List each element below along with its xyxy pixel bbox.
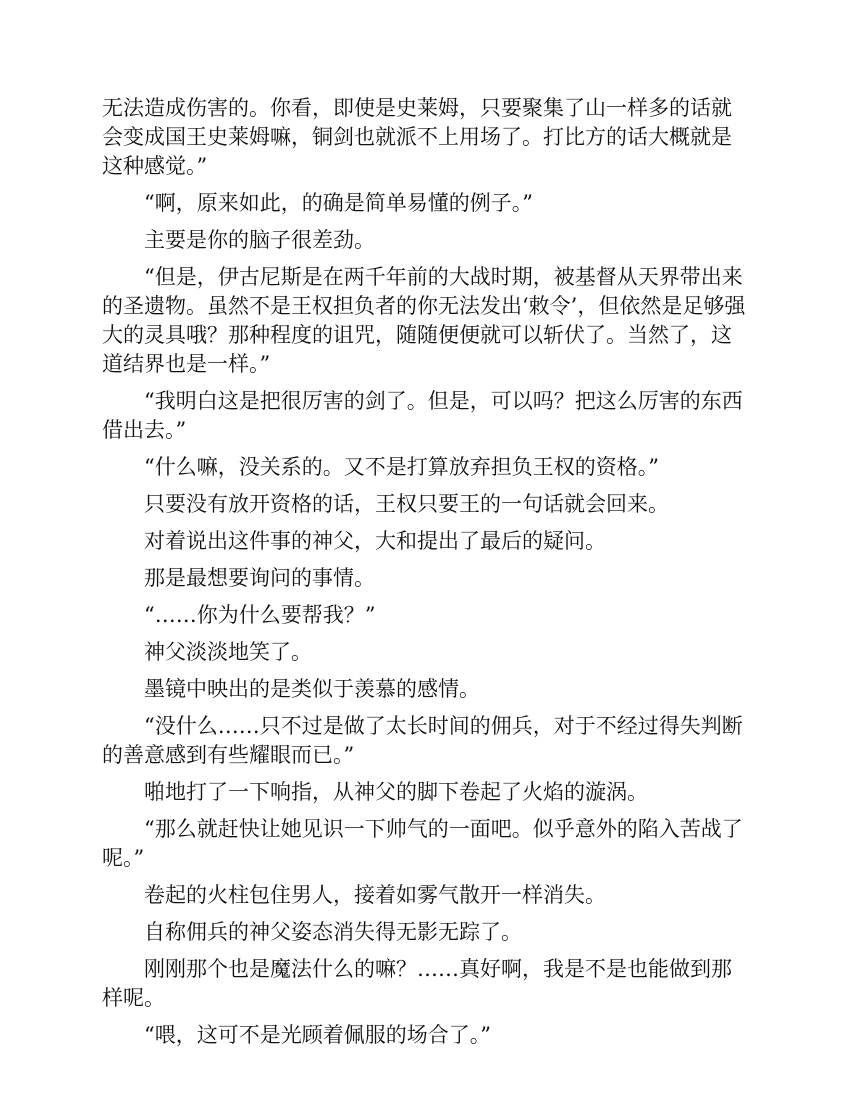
paragraph: 卷起的火柱包住男人，接着如雾气散开一样消失。 <box>144 883 606 907</box>
paragraph: 主要是你的脑子很差劲。 <box>144 228 375 252</box>
paragraph: 啪地打了一下响指，从神父的脚下卷起了火焰的漩涡。 <box>144 780 648 804</box>
paragraph: “……你为什么要帮我？” <box>144 603 376 627</box>
paragraph: 神父淡淡地笑了。 <box>144 640 312 664</box>
paragraph: 那是最想要询问的事情。 <box>144 566 375 590</box>
paragraph: “没什么……只不过是做了太长时间的佣兵，对于不经过得失判断的善意感到有些耀眼而已。” <box>102 714 743 767</box>
paragraph: “什么嘛，没关系的。又不是打算放弃担负王权的资格。” <box>144 455 659 479</box>
paragraph: “那么就赶快让她见识一下帅气的一面吧。似乎意外的陷入苦战了呢。” <box>102 817 743 870</box>
paragraph: “但是，伊古尼斯是在两千年前的大战时期，被基督从天界带出来的圣遗物。虽然不是王权担负者的你无法发出‘敕令’，但依然是足够强大的灵具哦？那种程度的诅咒，随随便便就可以斩伏了。当然了，这道结界也是一样。” <box>102 265 746 376</box>
paragraph: “啊，原来如此，的确是简单易懂的例子。” <box>144 191 533 215</box>
paragraph: 刚刚那个也是魔法什么的嘛？……真好啊，我是不是也能做到那样呢。 <box>102 957 732 1010</box>
paragraph: 自称佣兵的神父姿态消失得无影无踪了。 <box>144 920 522 944</box>
paragraph: 墨镜中映出的是类似于羡慕的感情。 <box>144 677 480 701</box>
paragraph: “喂，这可不是光顾着佩服的场合了。” <box>144 1023 491 1047</box>
paragraph: 只要没有放开资格的话，王权只要王的一句话就会回来。 <box>144 492 669 516</box>
paragraph: “我明白这是把很厉害的剑了。但是，可以吗？把这么厉害的东西借出去。” <box>102 389 743 442</box>
paragraph: 对着说出这件事的神父，大和提出了最后的疑问。 <box>144 529 606 553</box>
body-text <box>102 94 748 1058</box>
paragraph: 无法造成伤害的。你看，即使是史莱姆，只要聚集了山一样多的话就会变成国王史莱姆嘛，铜剑也就派不上用场了。打比方的话大概就是这种感觉。” <box>102 96 732 178</box>
